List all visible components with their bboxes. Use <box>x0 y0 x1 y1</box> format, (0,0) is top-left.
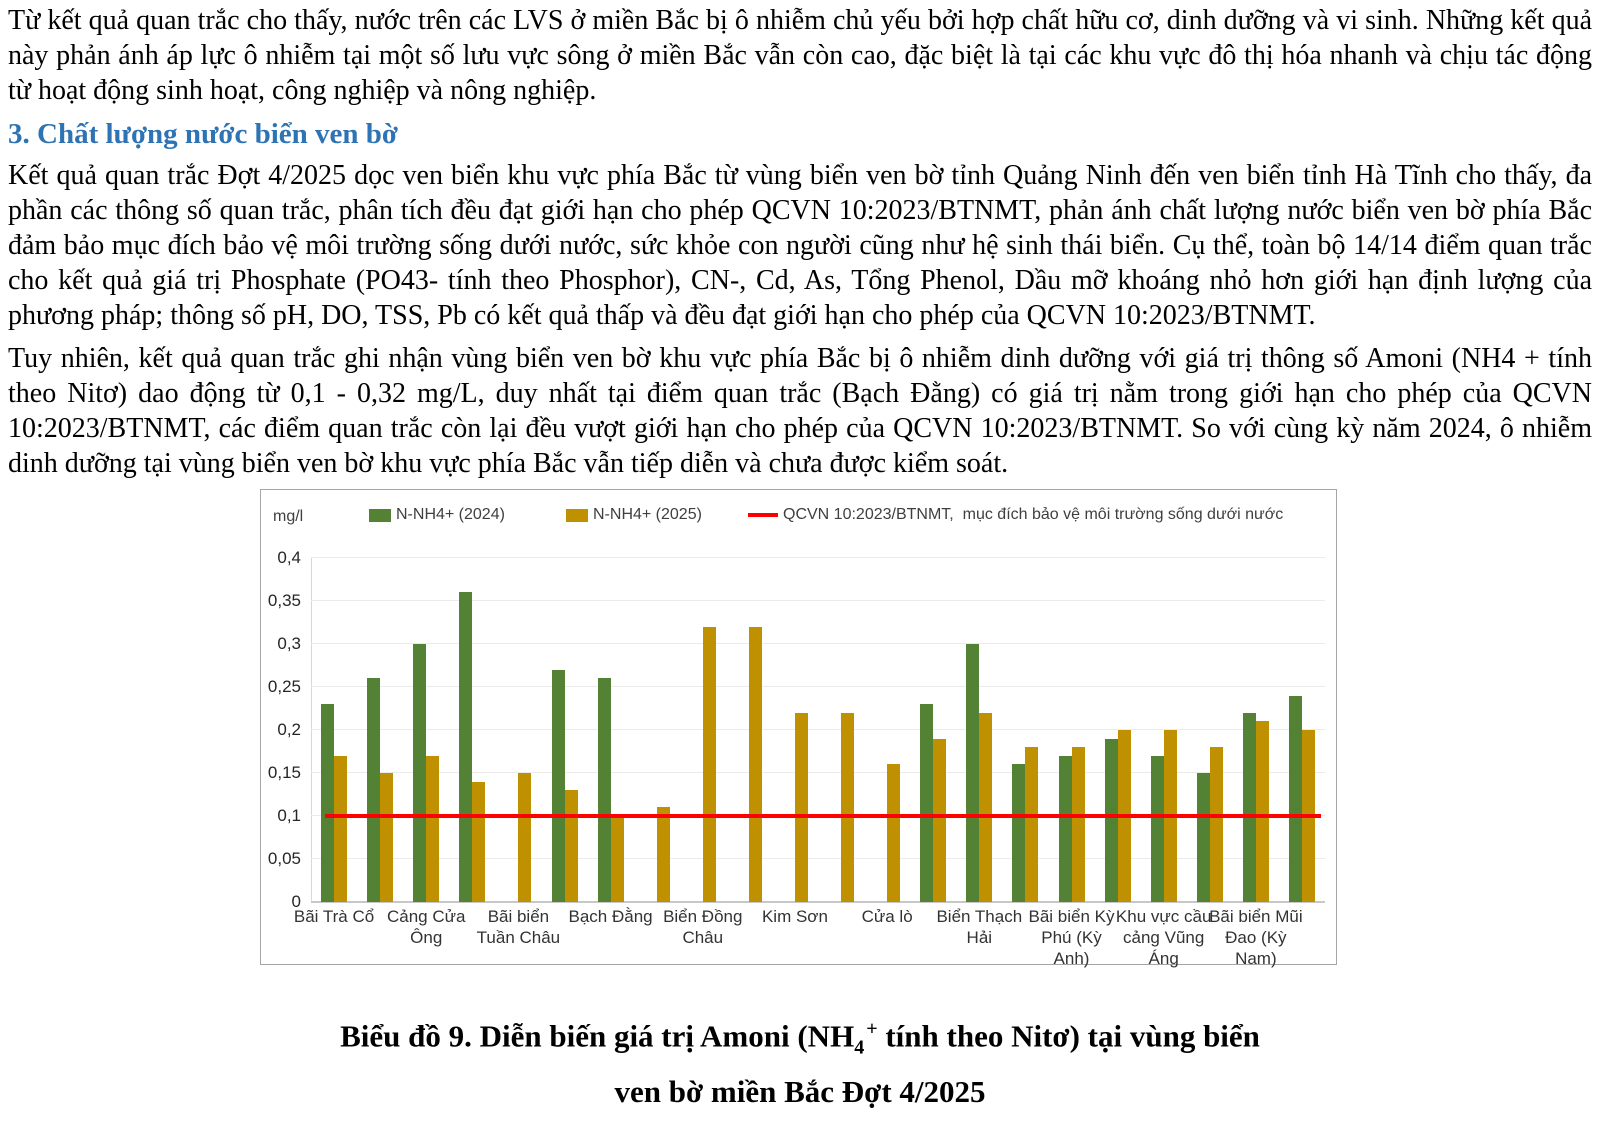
paragraph-3: Tuy nhiên, kết quả quan trắc ghi nhận vùng biển ven bờ khu vực phía Bắc bị ô nhiễm dinh dưỡng với giá trị thông số Amoni (NH4 + tính theo Nitơ) dao động từ 0,1 - 0,32 mg/L, duy nhất tại điểm quan trắc (Bạch Đằng) có giá trị nằm trong giới hạn cho phép của QCVN 10:2023/BTNMT, các điểm quan trắc còn lại đều vượt giới hạn cho phép của QCVN 10:2023/BTNMT. So với cùng kỳ năm 2024, ô nhiễm dinh dưỡng tại vùng biển ven bờ khu vực phía Bắc vẫn tiếp diễn và chưa được kiểm soát. <box>8 343 1592 479</box>
bar-group <box>956 558 1002 902</box>
bar-2025 <box>887 764 900 902</box>
x-category-label: Biển Đồng Châu <box>663 907 743 947</box>
bar-2024 <box>966 644 979 902</box>
bar-2025 <box>703 627 716 902</box>
x-category-label: Bãi biển Tuần Châu <box>476 907 561 947</box>
bar-2025 <box>472 782 485 902</box>
bar-group <box>357 558 403 902</box>
legend-label-2024: N-NH4+ (2024) <box>396 506 505 523</box>
bar-group <box>1233 558 1279 902</box>
bar-2025 <box>979 713 992 902</box>
bar-group <box>1049 558 1095 902</box>
bar-2024 <box>367 678 380 902</box>
y-axis <box>261 548 307 911</box>
plot-area <box>311 558 1325 902</box>
bar-group <box>449 558 495 902</box>
bar-group <box>1279 558 1325 902</box>
x-category-label: Cảng Cửa Ông <box>386 907 466 947</box>
bar-2024 <box>321 704 334 902</box>
caption-line-2: ven bờ miền Bắc Đợt 4/2025 <box>614 1073 986 1109</box>
bar-group <box>1187 558 1233 902</box>
bar-2024 <box>413 644 426 902</box>
y-tick-label: 0,1 <box>277 806 301 825</box>
y-tick-label: 0 <box>291 892 301 911</box>
y-tick-label: 0,05 <box>267 849 301 868</box>
limit-line <box>325 814 1321 818</box>
bar-2025 <box>1025 747 1038 902</box>
bar-2025 <box>749 627 762 902</box>
bar-group <box>818 558 864 902</box>
x-category-label: Bãi biển Mũi Đao (Kỳ Nam) <box>1209 907 1303 968</box>
bar-group <box>495 558 541 902</box>
caption-superscript: + <box>866 1018 878 1040</box>
y-axis-unit-label: mg/l <box>273 508 304 525</box>
bar-2024 <box>1059 756 1072 902</box>
legend-item-2024 <box>369 506 505 524</box>
bar-2025 <box>611 816 624 902</box>
bar-group <box>1141 558 1187 902</box>
x-category-label: Cửa lò <box>861 907 913 926</box>
bar-group <box>726 558 772 902</box>
caption-subscript: 4 <box>854 1036 865 1059</box>
paragraph-2: Kết quả quan trắc Đợt 4/2025 dọc ven biển khu vực phía Bắc từ vùng biển ven bờ tỉnh Quảng Ninh đến ven biển tỉnh Hà Tĩnh cho thấy, đa phần các thông số quan trắc, phân tích đều đạt giới hạn cho phép QCVN 10:2023/BTNMT, phản ánh chất lượng nước biển ven bờ phía Bắc đảm bảo mục đích bảo vệ môi trường sống dưới nước, sức khỏe con người cũng như hệ sinh thái biển. Cụ thể, toàn bộ 14/14 điểm quan trắc cho kết quả giá trị Phosphate (PO43- tính theo Phosphor), CN-, Cd, As, Tổng Phenol, Dầu mỡ khoáng nhỏ hơn giới hạn định lượng của phương pháp; thông số pH, DO, TSS, Pb có kết quả thấp và đều đạt giới hạn cho phép của QCVN 10:2023/BTNMT. <box>8 160 1592 331</box>
bar-2025 <box>426 756 439 902</box>
y-tick-label: 0,3 <box>277 634 301 653</box>
bar-2024 <box>1012 764 1025 902</box>
bar-group <box>1095 558 1141 902</box>
legend-swatch-2025 <box>566 509 588 522</box>
bar-group <box>910 558 956 902</box>
y-tick-label: 0,2 <box>277 720 301 739</box>
x-axis-labels <box>293 906 1325 968</box>
x-category-label: Bạch Đằng <box>568 907 653 926</box>
bar-2024 <box>1289 696 1302 902</box>
bar-2024 <box>552 670 565 902</box>
y-tick-label: 0,25 <box>267 677 301 696</box>
bar-2024 <box>920 704 933 902</box>
legend-item-limit <box>748 506 1283 524</box>
bar-group <box>541 558 587 902</box>
bar-2024 <box>459 592 472 902</box>
x-category-label: Bãi biển Kỳ Phú (Kỳ Anh) <box>1028 907 1115 968</box>
bar-2024 <box>1151 756 1164 902</box>
paragraph-1: Từ kết quả quan trắc cho thấy, nước trên các LVS ở miền Bắc bị ô nhiễm chủ yếu bởi hợp chất hữu cơ, dinh dưỡng và vi sinh. Những kết quả này phản ánh áp lực ô nhiễm tại một số lưu vực sông ở miền Bắc vẫn còn cao, đặc biệt là tại các khu vực đô thị hóa nhanh và chịu tác động từ hoạt động sinh hoạt, công nghiệp và nông nghiệp. <box>8 5 1592 106</box>
bar-2025 <box>1072 747 1085 902</box>
y-tick-label: 0,35 <box>267 591 301 610</box>
x-category-label: Kim Sơn <box>761 907 828 926</box>
section-heading: 3. Chất lượng nước biển ven bờ <box>8 118 398 150</box>
x-category-label: Khu vực cầu cảng Vũng Áng <box>1115 907 1212 968</box>
bar-2025 <box>795 713 808 902</box>
y-tick-label: 0,4 <box>277 548 301 567</box>
bar-2025 <box>380 773 393 902</box>
legend-item-2025 <box>566 506 702 524</box>
amoni-bar-chart <box>260 489 1337 968</box>
bar-2025 <box>1256 721 1269 902</box>
legend-line-swatch <box>748 513 778 517</box>
bar-2025 <box>657 807 670 902</box>
bar-group <box>1002 558 1048 902</box>
bar-2025 <box>933 739 946 902</box>
bar-2025 <box>518 773 531 902</box>
bar-2025 <box>841 713 854 902</box>
bar-group <box>311 558 357 902</box>
bar-group <box>634 558 680 902</box>
bar-group <box>864 558 910 902</box>
x-category-label: Bãi Trà Cổ <box>293 907 375 926</box>
bar-group <box>772 558 818 902</box>
legend-label-2025: N-NH4+ (2025) <box>593 506 702 523</box>
caption-text-1: Biểu đồ 9. Diễn biến giá trị Amoni (NH <box>340 1018 855 1054</box>
bar-2024 <box>1105 739 1118 902</box>
caption-text-2: tính theo Nitơ) tại vùng biển <box>877 1018 1260 1054</box>
bars-row <box>311 558 1325 902</box>
bar-2025 <box>565 790 578 902</box>
legend-label-limit: QCVN 10:2023/BTNMT, mục đích bảo vệ môi trường sống dưới nước <box>783 506 1284 523</box>
chart-caption <box>8 1007 1592 1114</box>
bar-group <box>403 558 449 902</box>
bar-2024 <box>598 678 611 902</box>
x-category-label: Biển Thạch Hải <box>936 907 1023 947</box>
bar-2024 <box>1197 773 1210 902</box>
bar-group <box>680 558 726 902</box>
bar-2024 <box>1243 713 1256 902</box>
bar-group <box>588 558 634 902</box>
bar-2025 <box>334 756 347 902</box>
y-tick-label: 0,15 <box>267 763 301 782</box>
bar-2025 <box>1210 747 1223 902</box>
legend-swatch-2024 <box>369 509 391 522</box>
